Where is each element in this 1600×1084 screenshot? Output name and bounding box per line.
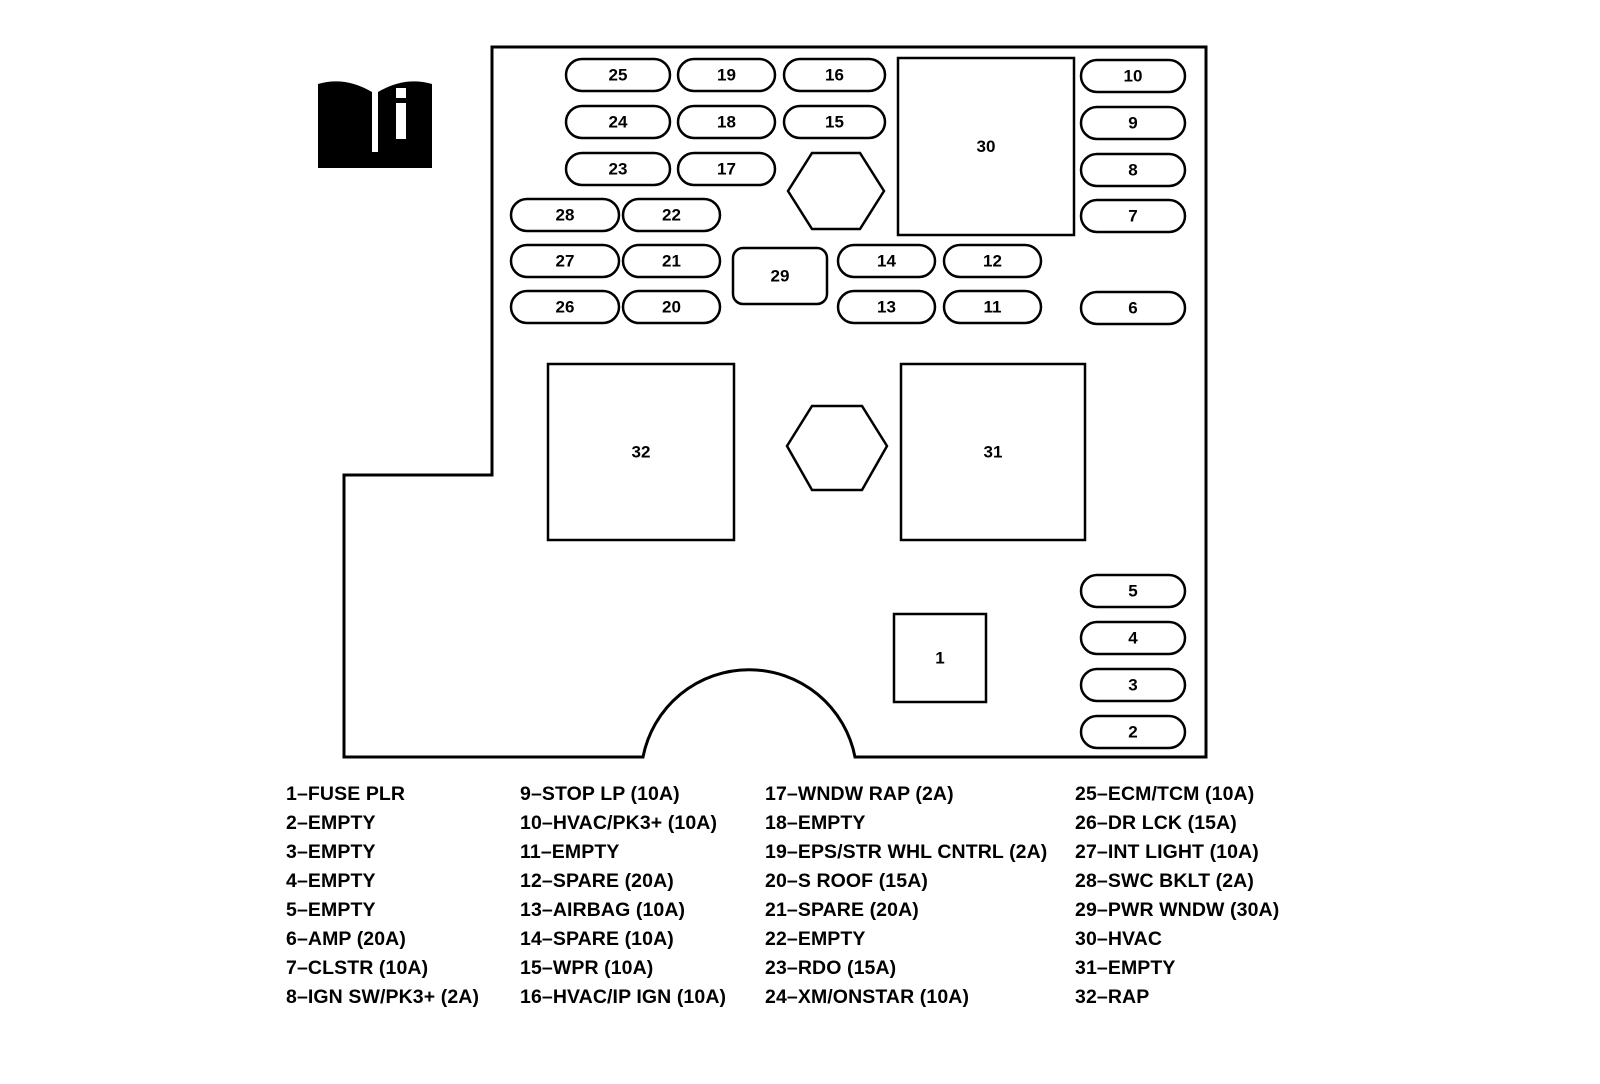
fuse-slot-29[interactable]: [733, 248, 827, 304]
fuse-slot-number: 15: [825, 112, 844, 132]
fuse-slot-number: 8: [1128, 160, 1138, 180]
hex-relay-top-icon: [788, 153, 884, 229]
fuse-slot-number: 13: [877, 297, 896, 317]
fuse-slot-1[interactable]: [894, 614, 986, 702]
fuse-slot-6[interactable]: [1081, 292, 1185, 324]
legend-item: 21–SPARE (20A): [765, 899, 919, 921]
fuse-slot-number: 31: [983, 442, 1003, 462]
legend-item: 13–AIRBAG (10A): [520, 899, 686, 921]
legend-item: 3–EMPTY: [286, 841, 376, 863]
fuse-slot-24[interactable]: [566, 106, 670, 138]
fuse-slot-number: 4: [1128, 628, 1138, 648]
fuse-slot-number: 1: [935, 648, 945, 668]
fuse-slot-7[interactable]: [1081, 200, 1185, 232]
legend-item: 8–IGN SW/PK3+ (2A): [286, 986, 480, 1008]
fuse-slot-17[interactable]: [678, 153, 775, 185]
legend-item: 4–EMPTY: [286, 870, 376, 892]
fuse-slot-30[interactable]: [898, 58, 1074, 235]
fuse-slot-14[interactable]: [838, 245, 935, 277]
legend-item: 1–FUSE PLR: [286, 783, 406, 805]
fuse-slot-number: 23: [608, 159, 628, 179]
fuse-slot-15[interactable]: [784, 106, 885, 138]
legend-item: 32–RAP: [1075, 986, 1150, 1008]
fuse-slot-number: 29: [770, 266, 790, 286]
fuse-slot-number: 19: [717, 65, 736, 85]
fuse-slot-28[interactable]: [511, 199, 619, 231]
fuse-slot-12[interactable]: [944, 245, 1041, 277]
fuse-slot-number: 2: [1128, 722, 1138, 742]
legend-item: 7–CLSTR (10A): [286, 957, 429, 979]
legend-item: 17–WNDW RAP (2A): [765, 783, 954, 805]
legend-item: 11–EMPTY: [520, 841, 620, 863]
fuse-slot-number: 5: [1128, 581, 1138, 601]
legend-item: 2–EMPTY: [286, 812, 376, 834]
fuse-slot-27[interactable]: [511, 245, 619, 277]
hex-relay-bottom-icon: [787, 406, 887, 490]
fuse-slot-26[interactable]: [511, 291, 619, 323]
fuse-slot-16[interactable]: [784, 59, 885, 91]
legend-item: 27–INT LIGHT (10A): [1075, 841, 1259, 863]
legend-item: 26–DR LCK (15A): [1075, 812, 1237, 834]
legend-item: 24–XM/ONSTAR (10A): [765, 986, 970, 1008]
legend-item: 12–SPARE (20A): [520, 870, 674, 892]
legend-column-1: [286, 780, 520, 1012]
legend-item: 6–AMP (20A): [286, 928, 406, 950]
fuse-slot-number: 16: [825, 65, 844, 85]
open-manual-book-icon: [318, 81, 432, 168]
fuse-slot-25[interactable]: [566, 59, 670, 91]
fuse-legend: [0, 780, 1600, 1012]
fuse-slot-number: 10: [1123, 66, 1143, 86]
fuse-slot-22[interactable]: [623, 199, 720, 231]
fuse-slot-number: 20: [662, 297, 681, 317]
fuse-slot-13[interactable]: [838, 291, 935, 323]
legend-item: 14–SPARE (10A): [520, 928, 674, 950]
fuse-slot-8[interactable]: [1081, 154, 1185, 186]
fuse-slot-number: 12: [983, 251, 1002, 271]
fuse-slot-18[interactable]: [678, 106, 775, 138]
legend-item: 28–SWC BKLT (2A): [1075, 870, 1254, 892]
legend-item: 22–EMPTY: [765, 928, 866, 950]
legend-column-3: [765, 780, 1075, 1012]
legend-item: 10–HVAC/PK3+ (10A): [520, 812, 718, 834]
fuse-slot-number: 18: [717, 112, 736, 132]
fuse-slot-number: 14: [877, 251, 896, 271]
fuse-slot-2[interactable]: [1081, 716, 1185, 748]
fuse-slot-number: 11: [983, 297, 1002, 317]
fuse-slot-number: 3: [1128, 675, 1138, 695]
legend-item: 5–EMPTY: [286, 899, 376, 921]
legend-item: 18–EMPTY: [765, 812, 866, 834]
fuse-slot-number: 30: [976, 136, 996, 156]
legend-column-4: [1075, 780, 1375, 1012]
legend-item: 31–EMPTY: [1075, 957, 1176, 979]
fuse-slot-number: 32: [631, 442, 651, 462]
fuse-slot-4[interactable]: [1081, 622, 1185, 654]
fuse-slot-9[interactable]: [1081, 107, 1185, 139]
fuse-slot-23[interactable]: [566, 153, 670, 185]
fuse-slot-20[interactable]: [623, 291, 720, 323]
legend-column-2: [520, 780, 765, 1012]
legend-item: 15–WPR (10A): [520, 957, 654, 979]
legend-item: 20–S ROOF (15A): [765, 870, 928, 892]
fuse-slot-number: 28: [555, 205, 575, 225]
fuse-slot-21[interactable]: [623, 245, 720, 277]
fuse-slot-11[interactable]: [944, 291, 1041, 323]
fuse-slot-31[interactable]: [901, 364, 1085, 540]
fuse-slot-19[interactable]: [678, 59, 775, 91]
fuse-slot-3[interactable]: [1081, 669, 1185, 701]
fuse-slot-number: 26: [555, 297, 575, 317]
fuse-slot-number: 6: [1128, 298, 1138, 318]
legend-item: 30–HVAC: [1075, 928, 1163, 950]
legend-item: 19–EPS/STR WHL CNTRL (2A): [765, 841, 1048, 863]
legend-item: 9–STOP LP (10A): [520, 783, 680, 805]
fuse-slot-number: 17: [717, 159, 736, 179]
fuse-slot-5[interactable]: [1081, 575, 1185, 607]
fuse-slot-10[interactable]: [1081, 60, 1185, 92]
legend-item: 16–HVAC/IP IGN (10A): [520, 986, 727, 1008]
legend-item: 23–RDO (15A): [765, 957, 897, 979]
fuse-slot-number: 24: [608, 112, 628, 132]
fuse-slot-number: 27: [555, 251, 575, 271]
fuse-slot-number: 25: [608, 65, 628, 85]
fuse-slot-number: 7: [1128, 206, 1138, 226]
fuse-slot-32[interactable]: [548, 364, 734, 540]
fuse-slot-number: 21: [662, 251, 681, 271]
legend-item: 25–ECM/TCM (10A): [1075, 783, 1255, 805]
fuse-slot-number: 22: [662, 205, 681, 225]
fuse-slot-number: 9: [1128, 113, 1138, 133]
legend-item: 29–PWR WNDW (30A): [1075, 899, 1280, 921]
